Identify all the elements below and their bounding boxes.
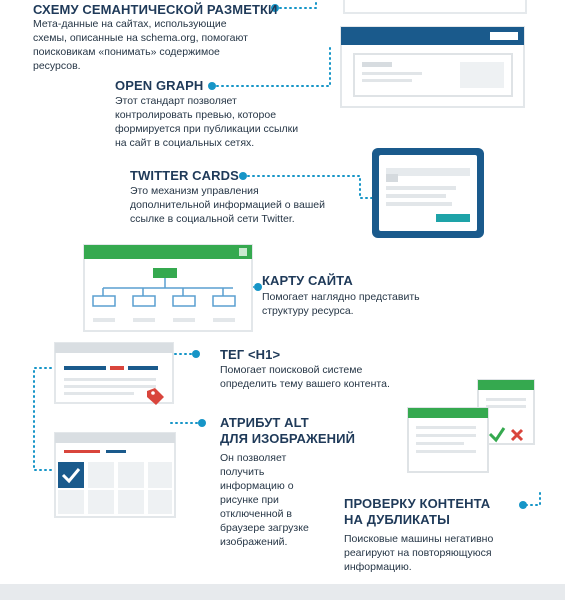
- twitter-card-illustration: [370, 146, 486, 240]
- sitemap-illustration: [83, 244, 253, 332]
- alt-description: Он позволяет получить информацию о рисунке при отключенной в браузере загрузке изображений.: [220, 452, 309, 548]
- footer-bar: [0, 584, 565, 600]
- tag-icon: [144, 386, 166, 408]
- duplicates-description: Поисковые машины негативно реагируют на повторяющуюся информацию.: [344, 533, 494, 573]
- duplicates-title: ПРОВЕРКУ КОНТЕНТА НА ДУБЛИКАТЫ: [344, 496, 491, 527]
- twitter-cards-title: TWITTER CARDS: [130, 168, 239, 183]
- alt-title: АТРИБУТ ALT ДЛЯ ИЗОБРАЖЕНИЙ: [220, 415, 356, 446]
- semantic-description: Мета-данные на сайтах, использующие схемы, описанные на schema.org, помогают поисковикам «понимать» содержимое ресурсов.: [33, 18, 248, 72]
- semantic-title: СХЕМУ СЕМАНТИЧЕСКОЙ РАЗМЕТКИ: [33, 2, 278, 17]
- duplicates-illustration: [406, 378, 536, 474]
- open-graph-description: Этот стандарт позволяет контролировать превью, которое формируется при публикации ссылки на сайт в социальных сетях.: [115, 95, 299, 149]
- semantic-illustration-box: [343, 0, 527, 14]
- h1-title: ТЕГ <H1>: [220, 347, 281, 362]
- open-graph-illustration: [340, 26, 525, 108]
- h1-description: Помогает поисковой системе определить тему вашего контента.: [220, 364, 390, 390]
- alt-illustration: [54, 432, 176, 518]
- open-graph-title: OPEN GRAPH: [115, 78, 204, 93]
- sitemap-description: Помогает наглядно представить структуру ресурса.: [262, 291, 420, 317]
- sitemap-title: КАРТУ САЙТА: [262, 273, 353, 288]
- twitter-cards-description: Это механизм управления дополнительной информацией о вашей ссылке в социальной сети Twitter.: [130, 185, 325, 225]
